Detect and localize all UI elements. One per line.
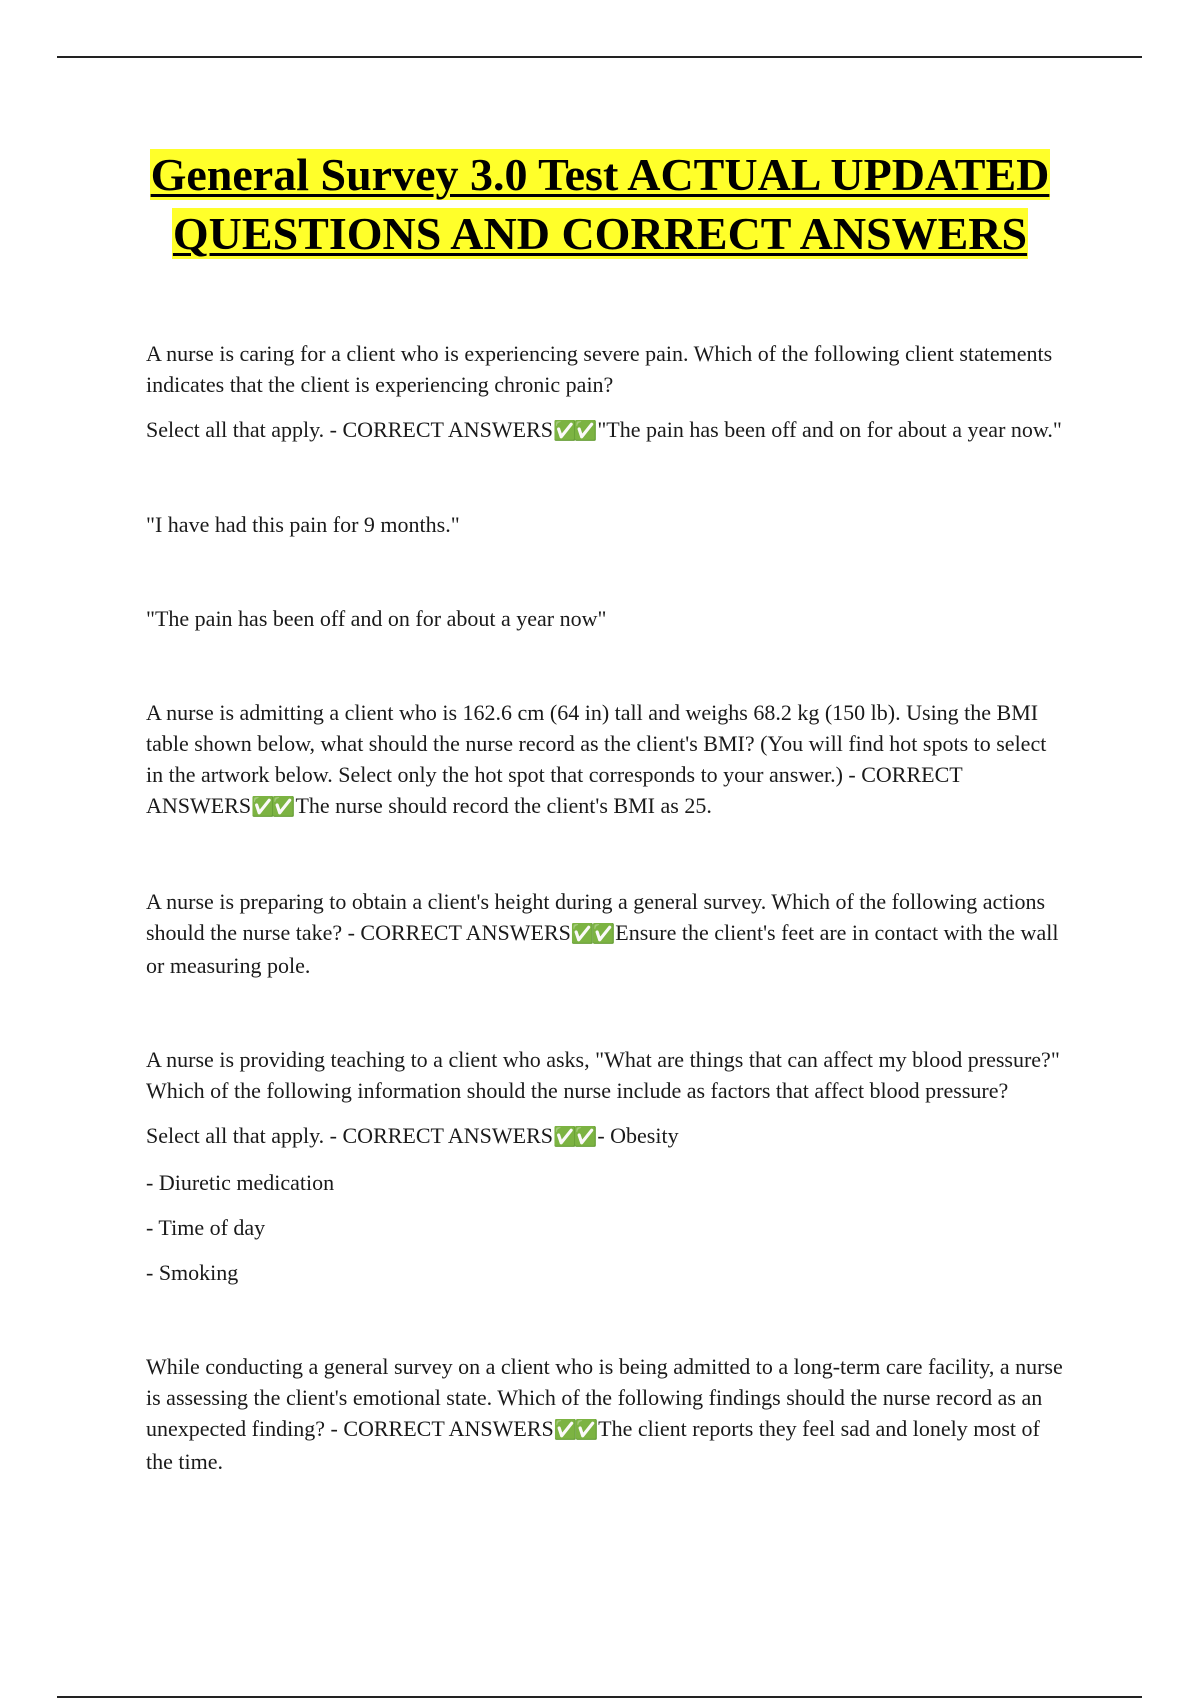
double-check-icon: ✅✅ (251, 796, 293, 818)
q2-block (146, 697, 1066, 823)
bottom-rule (57, 1696, 1142, 1698)
document-title (130, 145, 1070, 263)
q3-answer: Ensure the client's feet are in contact with the wall or measuring pole. (146, 920, 1059, 978)
q1-extra-2: "The pain has been off and on for about a year now" (146, 606, 607, 631)
q4-answer (146, 1120, 1066, 1153)
q5-answer: The client reports they feel sad and lonely most of the time. (146, 1416, 1040, 1474)
q4-answer-2: - Diuretic medication (146, 1170, 335, 1195)
q4-answer-1: - Obesity (597, 1123, 679, 1148)
document-body (146, 338, 1066, 1477)
q1-answer (146, 414, 1066, 447)
double-check-icon: ✅✅ (552, 1126, 595, 1148)
double-check-icon: ✅✅ (570, 923, 613, 945)
q5-question: While conducting a general survey on a client who is being admitted to a long-term care facility, a nurse is assessing the client's emotional state. Which of the following findings should the nurse record as an unexpected finding? - CORRECT ANSWERS (146, 1354, 1063, 1441)
q4-answer-3: - Time of day (146, 1215, 266, 1240)
top-rule (57, 56, 1142, 58)
double-check-icon: ✅✅ (553, 1419, 596, 1441)
q3-question: A nurse is preparing to obtain a client's height during a general survey. Which of the following actions should the nurse take? - CORRECT ANSWERS (146, 889, 1046, 945)
q1-prompt: Select all that apply. - CORRECT ANSWERS (146, 417, 553, 442)
q1-question: A nurse is caring for a client who is experiencing severe pain. Which of the following client statements indicates that the client is experiencing chronic pain? (146, 341, 1053, 397)
q4-question: A nurse is providing teaching to a client who asks, "What are things that can affect my blood pressure?" Which of the following information should the nurse include as factors that affect blood pressure? (146, 1047, 1060, 1103)
q4-prompt: Select all that apply. - CORRECT ANSWERS (146, 1123, 553, 1148)
q1-answer-text: "The pain has been off and on for about a year now." (597, 417, 1062, 442)
title-highlight: General Survey 3.0 Test ACTUAL UPDATED QUESTIONS AND CORRECT ANSWERS (150, 149, 1050, 259)
q2-question: A nurse is admitting a client who is 162.6 cm (64 in) tall and weighs 68.2 kg (150 lb). Using the BMI table shown below, what should the nurse record as the client's BMI? (You will find hot spots to select in the artwork below. Select only the hot spot that corresponds to your answer.) - CORRECT ANSWERS (146, 700, 1047, 818)
q4-answer-4: - Smoking (146, 1260, 239, 1285)
q5-block (146, 1351, 1066, 1477)
double-check-icon: ✅✅ (552, 420, 595, 442)
q1-extra-1: "I have had this pain for 9 months." (146, 512, 460, 537)
q3-block (146, 886, 1066, 981)
q2-answer: The nurse should record the client's BMI as 25. (295, 793, 712, 818)
